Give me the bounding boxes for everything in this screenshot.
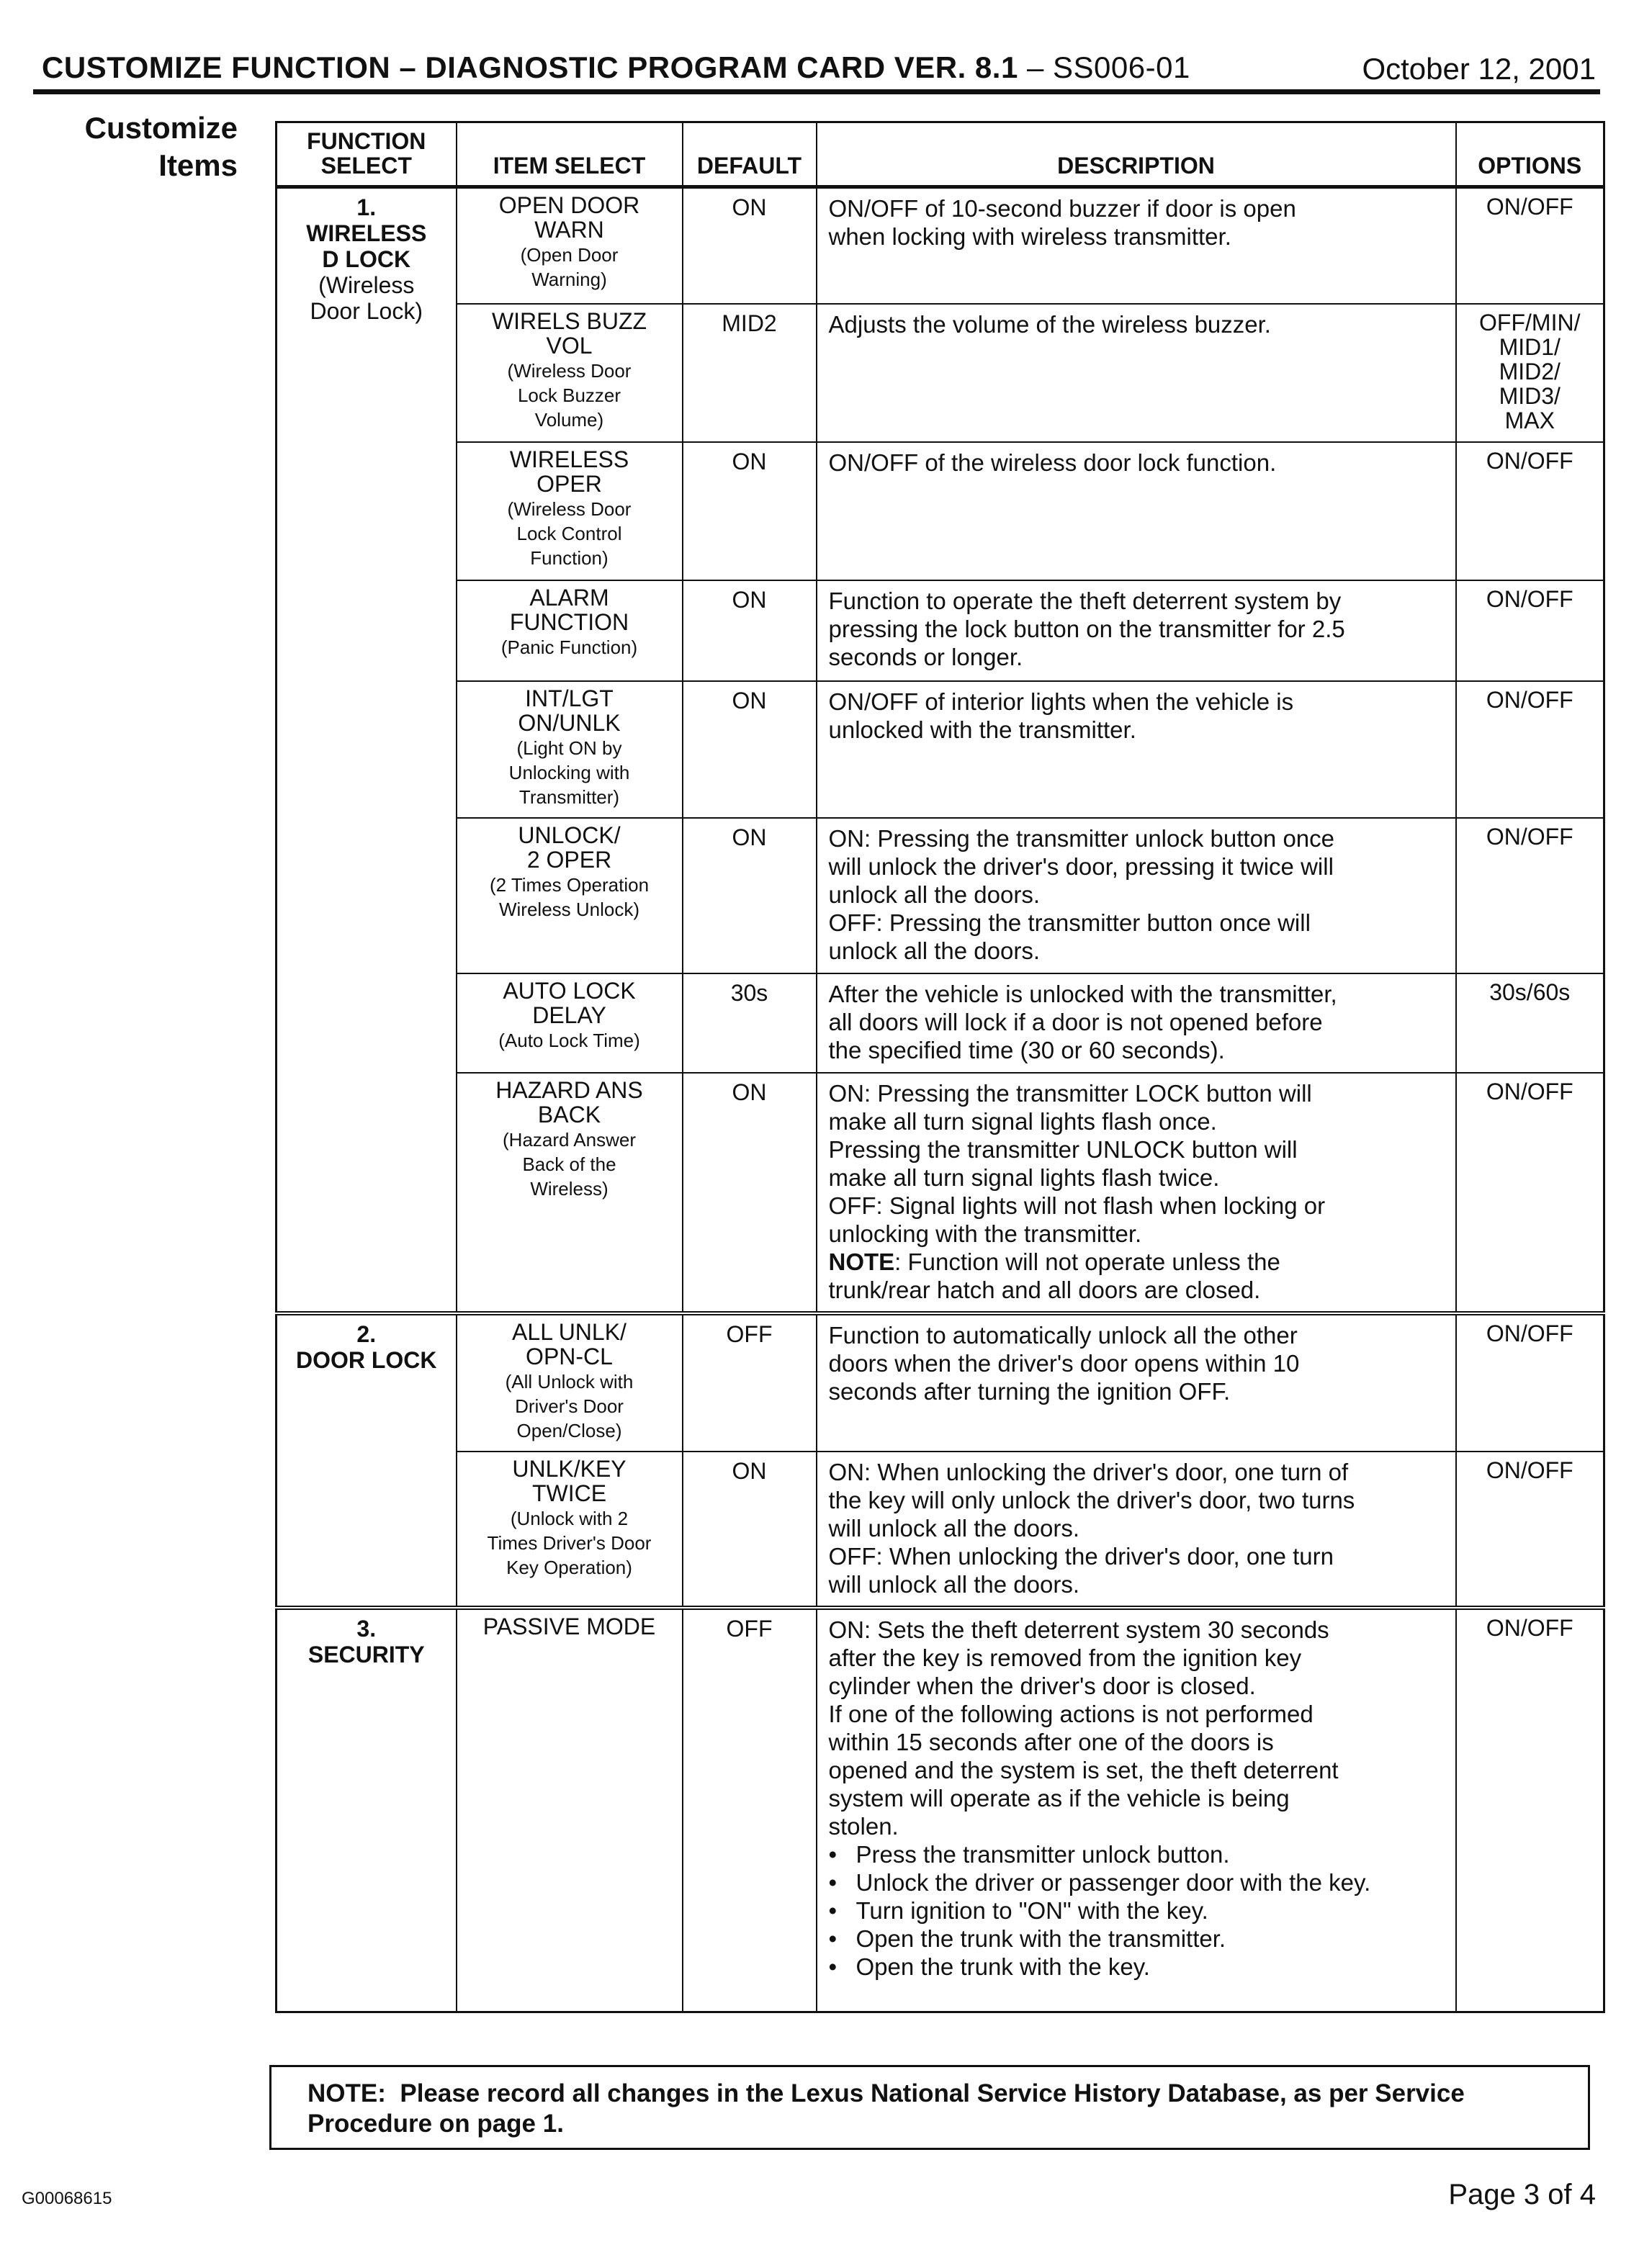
customize-items-table	[275, 121, 1605, 2013]
option-value: MID1/	[1499, 333, 1561, 360]
description-line: ON/OFF of the wireless door lock function.	[828, 449, 1277, 476]
item-name: FUNCTION	[509, 608, 629, 635]
item-subtitle: Function)	[530, 546, 609, 569]
description-line: will unlock all the doors.	[828, 1514, 1079, 1542]
description-line: unlocked with the transmitter.	[828, 716, 1136, 743]
item-select-cell	[457, 1073, 683, 1313]
description-note: NOTE: Function will not operate unless the	[828, 1248, 1280, 1275]
function-name: DOOR LOCK	[295, 1346, 437, 1373]
description-cell	[817, 1452, 1456, 1608]
default-value: ON	[683, 818, 817, 973]
item-name: DELAY	[532, 1002, 606, 1028]
function-name: D LOCK	[322, 246, 411, 272]
page-number: Page 3 of 4	[1448, 2179, 1596, 2210]
option-value: MAX	[1504, 407, 1555, 433]
description-line: system will operate as if the vehicle is being	[828, 1784, 1290, 1812]
item-name: OPEN DOOR	[498, 192, 640, 218]
item-subtitle: Transmitter)	[518, 786, 620, 808]
item-name: INT/LGT	[525, 685, 614, 711]
item-subtitle: (Unlock with 2	[510, 1507, 629, 1529]
table-row	[277, 1608, 1604, 2012]
description-line: OFF: Signal lights will not flash when locking or	[828, 1192, 1326, 1219]
item-select-cell	[457, 681, 683, 818]
default-value: ON	[683, 681, 817, 818]
options-cell	[1456, 1452, 1604, 1608]
description-cell	[817, 1073, 1456, 1313]
item-subtitle: Lock Control	[516, 522, 622, 544]
description-line: Function to automatically unlock all the other	[828, 1321, 1298, 1349]
item-select-cell	[457, 1452, 683, 1608]
note-label: NOTE	[828, 1248, 895, 1275]
header-description: DESCRIPTION	[817, 122, 1456, 187]
description-line: opened and the system is set, the theft deterrent	[828, 1756, 1339, 1783]
description-cell	[817, 1313, 1456, 1452]
item-subtitle: Wireless)	[530, 1177, 609, 1200]
options-cell	[1456, 580, 1604, 681]
description-line: ON: Pressing the transmitter unlock button once	[828, 824, 1335, 852]
default-value: MID2	[683, 304, 817, 442]
header-item-select: ITEM SELECT	[457, 122, 683, 187]
default-value: 30s	[683, 973, 817, 1073]
item-select-cell	[457, 304, 683, 442]
item-subtitle: (Hazard Answer	[503, 1128, 636, 1151]
description-line: Function to operate the theft deterrent system by	[828, 587, 1342, 614]
description-line: ON: When unlocking the driver's door, one turn of	[828, 1458, 1349, 1485]
table-row	[277, 973, 1604, 1073]
item-subtitle: Driver's Door	[515, 1395, 624, 1417]
description-bullet: • Open the trunk with the transmitter.	[829, 1925, 1445, 1953]
option-value: ON/OFF	[1486, 194, 1573, 220]
function-number: 3.	[356, 1615, 377, 1642]
description-line: after the key is removed from the ignition key	[828, 1644, 1302, 1671]
description-line: OFF: When unlocking the driver's door, one turn	[828, 1542, 1334, 1570]
options-cell	[1456, 1608, 1604, 2012]
item-name: WIRELS BUZZ	[491, 307, 647, 334]
description-line: cylinder when the driver's door is closed.	[828, 1672, 1256, 1699]
section-label-line: Customize	[84, 111, 238, 145]
description-cell	[817, 442, 1456, 580]
table-row	[277, 1313, 1604, 1452]
service-note	[269, 2065, 1590, 2150]
description-cell	[817, 187, 1456, 304]
item-name: 2 OPER	[526, 846, 612, 873]
document-id: G00068615	[22, 2189, 112, 2208]
function-number: 2.	[356, 1320, 377, 1347]
description-line: doors when the driver's door opens within 10	[828, 1349, 1300, 1377]
options-cell	[1456, 681, 1604, 818]
option-value: ON/OFF	[1486, 823, 1573, 850]
description-line: the key will only unlock the driver's door, two turns	[828, 1486, 1355, 1513]
note-line	[307, 2079, 1573, 2109]
description-line: If one of the following actions is not performed	[828, 1700, 1314, 1727]
document-title	[42, 50, 1190, 85]
options-cell	[1456, 818, 1604, 973]
description-line: unlock all the doors.	[828, 937, 1041, 964]
description-line: within 15 seconds after one of the doors is	[828, 1728, 1274, 1755]
item-select-cell	[457, 580, 683, 681]
default-value: ON	[683, 1452, 817, 1608]
item-name: ALL UNLK/	[512, 1318, 627, 1345]
item-select-cell	[457, 973, 683, 1073]
default-value: ON	[683, 187, 817, 304]
header-options: OPTIONS	[1456, 122, 1604, 187]
item-subtitle: Wireless Unlock)	[498, 898, 640, 920]
table-row	[277, 818, 1604, 973]
header-function-select: FUNCTION SELECT	[277, 122, 457, 187]
item-name: OPER	[536, 470, 602, 497]
table-row	[277, 681, 1604, 818]
description-line: unlock all the doors.	[828, 881, 1041, 908]
item-subtitle: (All Unlock with	[505, 1370, 634, 1392]
description-cell	[817, 818, 1456, 973]
description-line: will unlock all the doors.	[828, 1570, 1079, 1598]
function-name: SECURITY	[307, 1641, 425, 1668]
description-line: ON: Pressing the transmitter LOCK button will	[828, 1079, 1312, 1107]
function-select-cell	[277, 1313, 457, 1608]
description-line: pressing the lock button on the transmitter for 2.5	[828, 615, 1345, 642]
item-name: AUTO LOCK	[503, 977, 636, 1004]
description-line: ON: Sets the theft deterrent system 30 seconds	[828, 1616, 1329, 1643]
table-row	[277, 187, 1604, 304]
header-default: DEFAULT	[683, 122, 817, 187]
item-select-cell	[457, 187, 683, 304]
description-line: make all turn signal lights flash once.	[828, 1107, 1217, 1135]
section-label-line: Items	[158, 148, 238, 182]
item-name: VOL	[546, 332, 593, 359]
option-value: MID2/	[1499, 358, 1561, 384]
description-cell	[817, 1608, 1456, 2012]
note-line: Procedure on page 1.	[307, 2110, 564, 2138]
description-line: when locking with wireless transmitter.	[828, 223, 1231, 250]
description-line: ON/OFF of interior lights when the vehicle is	[828, 688, 1294, 715]
item-name: HAZARD ANS	[495, 1076, 643, 1103]
description-bullet: • Open the trunk with the key.	[829, 1953, 1445, 1981]
function-subtitle: (Wireless	[318, 272, 415, 298]
description-line: Adjusts the volume of the wireless buzzer.	[828, 310, 1271, 338]
item-name: PASSIVE MODE	[482, 1613, 656, 1639]
default-value: ON	[683, 580, 817, 681]
item-name: WARN	[534, 217, 604, 243]
note-text: Function will not operate unless the	[907, 1248, 1280, 1275]
description-line: stolen.	[828, 1812, 899, 1840]
item-subtitle: Back of the	[522, 1153, 616, 1175]
table-row	[277, 580, 1604, 681]
description-line: Pressing the transmitter UNLOCK button will	[828, 1135, 1298, 1163]
option-value: MID3/	[1499, 382, 1561, 409]
default-value: ON	[683, 1073, 817, 1313]
option-value: ON/OFF	[1486, 1078, 1573, 1104]
description-line: OFF: Pressing the transmitter button once will	[828, 909, 1311, 936]
option-value: 30s/60s	[1489, 978, 1571, 1005]
description-line: make all turn signal lights flash twice.	[828, 1164, 1220, 1191]
option-value: ON/OFF	[1486, 447, 1573, 474]
item-name: WIRELESS	[509, 446, 629, 472]
function-subtitle: Door Lock)	[310, 298, 423, 324]
item-subtitle: Volume)	[534, 408, 604, 431]
default-value: OFF	[683, 1313, 817, 1452]
item-name: OPN-CL	[526, 1343, 613, 1369]
default-value: OFF	[683, 1608, 817, 2012]
option-value: ON/OFF	[1486, 1457, 1573, 1483]
table-header-row	[277, 122, 1604, 187]
description-line: trunk/rear hatch and all doors are closed.	[828, 1276, 1261, 1303]
item-subtitle: Open/Close)	[516, 1419, 622, 1441]
function-name: WIRELESS	[306, 220, 427, 246]
option-value: OFF/MIN/	[1479, 309, 1581, 336]
item-subtitle: Lock Buzzer	[517, 384, 621, 406]
document-date: October 12, 2001	[1362, 52, 1596, 86]
item-subtitle: (2 Times Operation	[489, 873, 650, 896]
function-select-cell	[277, 187, 457, 1313]
description-cell	[817, 304, 1456, 442]
title-main: CUSTOMIZE FUNCTION – DIAGNOSTIC PROGRAM CARD VER. 8.1	[42, 50, 1018, 84]
item-name: TWICE	[531, 1480, 607, 1506]
default-value: ON	[683, 442, 817, 580]
description-line: After the vehicle is unlocked with the transmitter,	[828, 980, 1337, 1007]
item-subtitle: (Auto Lock Time)	[498, 1029, 640, 1051]
description-line: seconds after turning the ignition OFF.	[828, 1377, 1231, 1405]
item-select-cell	[457, 1313, 683, 1452]
item-subtitle: Unlocking with	[508, 761, 630, 783]
options-cell	[1456, 973, 1604, 1073]
description-cell	[817, 973, 1456, 1073]
item-name: UNLK/KEY	[512, 1455, 627, 1482]
options-cell	[1456, 187, 1604, 304]
option-value: ON/OFF	[1486, 1320, 1573, 1346]
item-subtitle: Warning)	[531, 269, 607, 290]
description-bullet: • Turn ignition to "ON" with the key.	[829, 1896, 1445, 1925]
item-name: BACK	[537, 1101, 601, 1128]
item-name: ON/UNLK	[518, 709, 621, 736]
option-value: ON/OFF	[1486, 585, 1573, 612]
description-line: all doors will lock if a door is not opened before	[828, 1008, 1323, 1035]
item-subtitle: Times Driver's Door	[487, 1531, 652, 1554]
note-text: Please record all changes in the Lexus National Service History Database, as per Service	[400, 2079, 1465, 2107]
item-select-cell	[457, 442, 683, 580]
options-cell	[1456, 1313, 1604, 1452]
description-line: seconds or longer.	[828, 643, 1023, 670]
option-value: ON/OFF	[1486, 686, 1573, 713]
table-row	[277, 304, 1604, 442]
options-cell	[1456, 1073, 1604, 1313]
options-cell	[1456, 442, 1604, 580]
section-label	[79, 109, 238, 184]
item-subtitle: (Light ON by	[516, 737, 622, 759]
function-number: 1.	[356, 194, 377, 220]
table-row	[277, 442, 1604, 580]
description-bullet: • Unlock the driver or passenger door with the key.	[829, 1868, 1445, 1896]
item-subtitle: Key Operation)	[506, 1556, 632, 1578]
option-value: ON/OFF	[1486, 1614, 1573, 1641]
table-row	[277, 1452, 1604, 1608]
description-bullet: • Press the transmitter unlock button.	[829, 1840, 1445, 1868]
description-line: will unlock the driver's door, pressing it twice will	[828, 852, 1334, 880]
description-line: ON/OFF of 10-second buzzer if door is open	[828, 195, 1296, 222]
item-select-cell	[457, 1608, 683, 2012]
item-subtitle: (Panic Function)	[500, 636, 638, 658]
options-cell	[1456, 304, 1604, 442]
item-name: UNLOCK/	[518, 822, 621, 848]
title-code: – SS006-01	[1018, 50, 1190, 84]
function-select-cell	[277, 1608, 457, 2012]
note-label: NOTE:	[307, 2079, 386, 2107]
item-subtitle: (Open Door	[520, 244, 619, 266]
description-line: the specified time (30 or 60 seconds).	[828, 1036, 1225, 1063]
item-name: ALARM	[529, 584, 609, 611]
item-subtitle: (Wireless Door	[507, 359, 632, 382]
description-cell	[817, 580, 1456, 681]
description-line: unlocking with the transmitter.	[828, 1220, 1142, 1247]
header-rule	[33, 89, 1600, 94]
description-cell	[817, 681, 1456, 818]
table-row	[277, 1073, 1604, 1313]
item-subtitle: (Wireless Door	[507, 498, 632, 520]
item-select-cell	[457, 818, 683, 973]
